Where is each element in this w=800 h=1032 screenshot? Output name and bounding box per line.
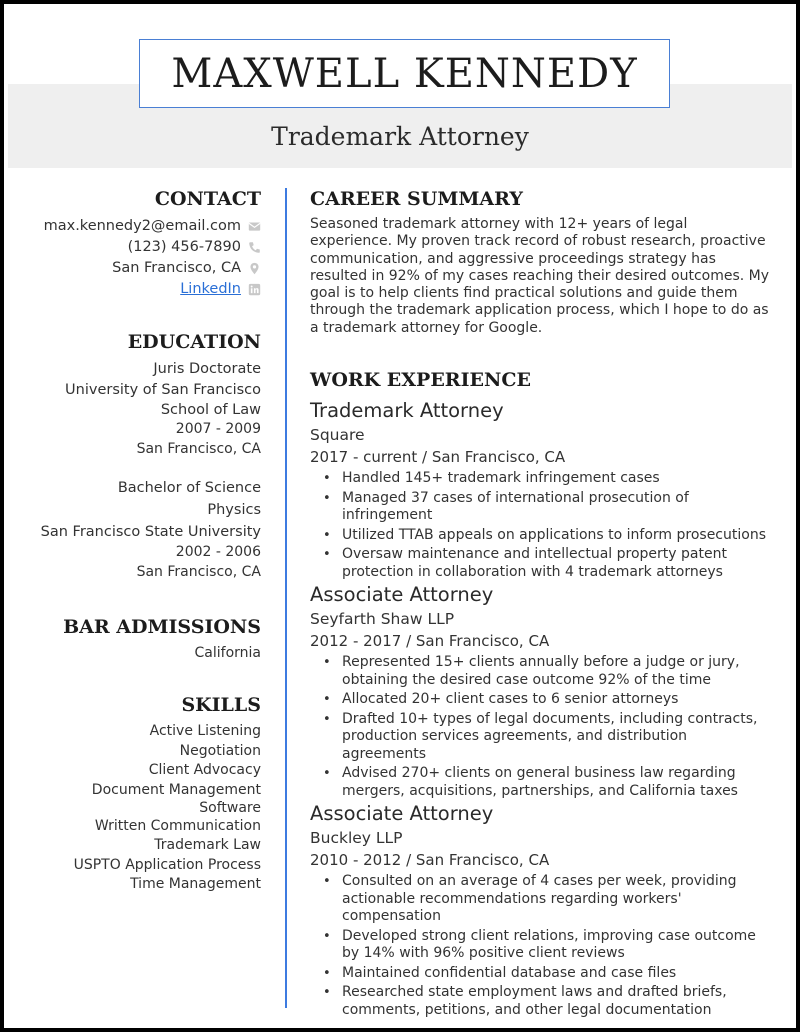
job-entry xyxy=(310,801,772,1021)
linkedin-icon xyxy=(248,283,261,296)
job-bullet: • Oversaw maintenance and intellectual property patent protection in collaboration with 4 trademark attorneys xyxy=(310,546,772,581)
skill-item: USPTO Application Process xyxy=(73,856,261,873)
career-summary-text: Seasoned trademark attorney with 12+ years of legal experience. My proven track record of robust research, proactive communication, and aggressive proceedings strategy has resulted in 92% of my cases reaching their desired outcomes. My goal is to help clients find practical solutions and guide them through the trademark application process, which I hope to do as a trademark attorney for Google. xyxy=(310,216,770,336)
linkedin-row xyxy=(24,279,261,300)
job-bullets xyxy=(310,470,772,581)
candidate-name: MAXWELL KENNEDY xyxy=(171,50,638,97)
job-role: Associate Attorney xyxy=(310,583,494,606)
job-bullet: • Handled 145+ trademark infringement cases xyxy=(310,470,772,488)
career-summary-heading: CAREER SUMMARY xyxy=(310,188,523,210)
location-row xyxy=(24,258,261,279)
field-of-study: Physics xyxy=(207,502,261,518)
name-box xyxy=(139,39,670,108)
job-company: Buckley LLP xyxy=(310,829,403,847)
skill-item: Trademark Law xyxy=(154,837,261,853)
skill-item: Active Listening xyxy=(149,723,261,739)
job-entry xyxy=(310,582,772,802)
job-bullet: • Managed 37 cases of international prosecution of infringement xyxy=(310,490,772,525)
skill-item: Client Advocacy xyxy=(148,762,261,778)
bar-admission-item: California xyxy=(194,645,261,661)
school-name-line2: School of Law xyxy=(160,402,261,418)
email-text: max.kennedy2@email.com xyxy=(43,218,241,234)
phone-text: (123) 456-7890 xyxy=(127,239,241,255)
skills-heading: SKILLS xyxy=(181,694,261,716)
job-company: Square xyxy=(310,426,365,444)
job-bullet: • Advised 270+ clients on general business law regarding mergers, acquisitions, partnerships, and California taxes xyxy=(310,765,772,800)
job-bullet: • Maintained confidential database and case files xyxy=(310,965,772,983)
education-entry xyxy=(24,359,261,459)
phone-icon xyxy=(248,241,261,254)
job-bullet: • Researched state employment laws and drafted briefs, comments, petitions, and other legal documentation xyxy=(310,984,772,1019)
bar-admissions-heading: BAR ADMISSIONS xyxy=(63,616,261,638)
job-role: Trademark Attorney xyxy=(310,399,504,422)
job-bullet: • Represented 15+ clients annually before a judge or jury, obtaining the desired case outcome 92% of the time xyxy=(310,654,772,689)
work-experience-section xyxy=(310,369,772,391)
education-heading: EDUCATION xyxy=(127,331,261,353)
education-location: San Francisco, CA xyxy=(136,563,261,580)
job-dates-location: 2010 - 2012 / San Francisco, CA xyxy=(310,851,550,869)
job-company: Seyfarth Shaw LLP xyxy=(310,610,455,628)
work-experience-heading: WORK EXPERIENCE xyxy=(310,369,531,391)
job-dates-location: 2017 - current / San Francisco, CA xyxy=(310,448,566,466)
degree: Juris Doctorate xyxy=(153,361,261,377)
skill-item: Written Communication xyxy=(94,817,261,834)
envelope-icon xyxy=(248,220,261,233)
skill-item: Document Management Software xyxy=(91,781,261,816)
map-pin-icon xyxy=(248,262,261,275)
job-bullet: • Consulted on an average of 4 cases per week, providing actionable recommendations regarding workers' compensation xyxy=(310,873,772,926)
job-bullets xyxy=(310,654,772,800)
email-row xyxy=(24,216,261,237)
education-entry xyxy=(24,477,261,582)
job-dates-location: 2012 - 2017 / San Francisco, CA xyxy=(310,632,550,650)
bar-admissions-section xyxy=(24,616,261,664)
education-section xyxy=(24,331,261,582)
degree: Bachelor of Science xyxy=(117,480,261,496)
skills-section xyxy=(24,694,261,895)
career-summary-section xyxy=(310,188,772,337)
skill-item: Negotiation xyxy=(179,742,261,759)
job-title: Trademark Attorney xyxy=(271,122,529,151)
linkedin-link[interactable]: LinkedIn xyxy=(180,281,241,297)
job-role: Associate Attorney xyxy=(310,802,494,825)
column-divider xyxy=(285,188,287,1008)
job-bullet: • Utilized TTAB appeals on applications to inform prosecutions xyxy=(310,527,772,545)
education-years: 2002 - 2006 xyxy=(175,544,261,560)
job-bullet: • Developed strong client relations, improving case outcome by 14% with 96% positive client reviews xyxy=(310,928,772,963)
school-name: University of San Francisco xyxy=(65,382,261,398)
education-years: 2007 - 2009 xyxy=(175,421,261,437)
job-entry xyxy=(310,398,772,583)
job-bullet: • Allocated 20+ client cases to 6 senior attorneys xyxy=(310,691,772,709)
job-bullet: • Drafted 10+ types of legal documents, including contracts, production services agreements, and distribution agreements xyxy=(310,711,772,764)
skill-item: Time Management xyxy=(130,876,261,892)
location-text: San Francisco, CA xyxy=(112,260,241,276)
school-name: San Francisco State University xyxy=(40,524,261,540)
contact-heading: CONTACT xyxy=(154,188,261,210)
contact-section xyxy=(24,188,261,300)
job-bullets xyxy=(310,873,772,1019)
education-location: San Francisco, CA xyxy=(136,440,261,457)
phone-row xyxy=(24,237,261,258)
